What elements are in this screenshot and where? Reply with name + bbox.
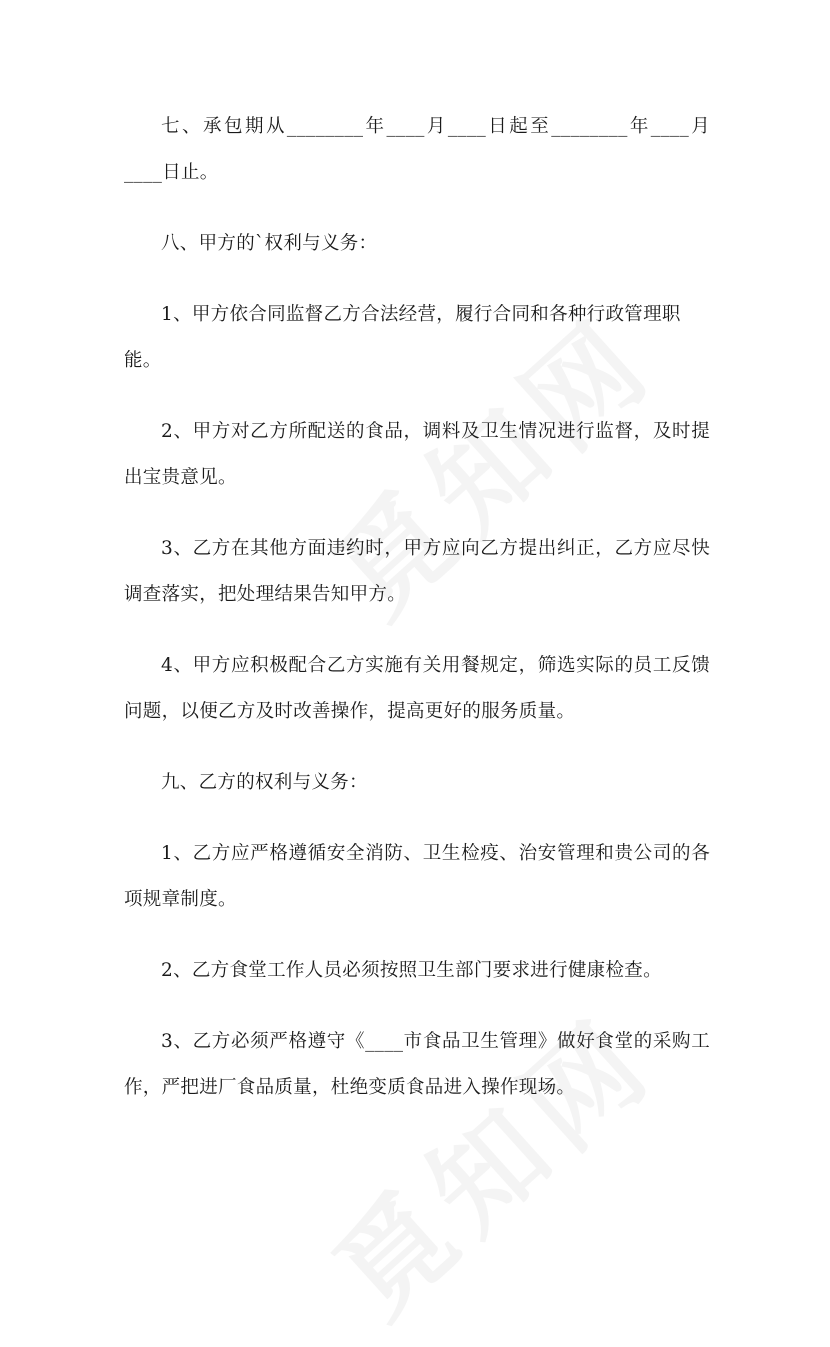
section-9-item-1: 1、乙方应严格遵循安全消防、卫生检疫、治安管理和贵公司的各项规章制度。 [124,843,710,910]
section-8-item-1: 1、甲方依合同监督乙方合法经营，履行合同和各种行政管理职能。 [124,304,681,371]
section-8-item-3: 3、乙方在其他方面违约时，甲方应向乙方提出纠正，乙方应尽快调查落实，把处理结果告知甲方。 [124,538,710,605]
section-8-item-2: 2、甲方对乙方所配送的食品，调料及卫生情况进行监督，及时提出宝贵意见。 [124,421,710,488]
section-9-item-2: 2、乙方食堂工作人员必须按照卫生部门要求进行健康检查。 [161,960,662,981]
section-8-heading: 八、甲方的`权利与义务： [161,233,378,254]
section-9-item-3: 3、乙方必须严格遵守《____市食品卫生管理》做好食堂的采购工作，严把进厂食品质量，杜绝变质食品进入操作现场。 [124,1031,710,1098]
document-body [124,104,710,1111]
section-9-heading: 九、乙方的权利与义务： [161,772,368,793]
section-8-item-4: 4、甲方应积极配合乙方实施有关用餐规定，筛选实际的员工反馈问题，以便乙方及时改善操作，提高更好的服务质量。 [124,655,710,722]
clause-7-term: 七、承包期从________年____月____日起至________年____月____日止。 [124,116,710,183]
